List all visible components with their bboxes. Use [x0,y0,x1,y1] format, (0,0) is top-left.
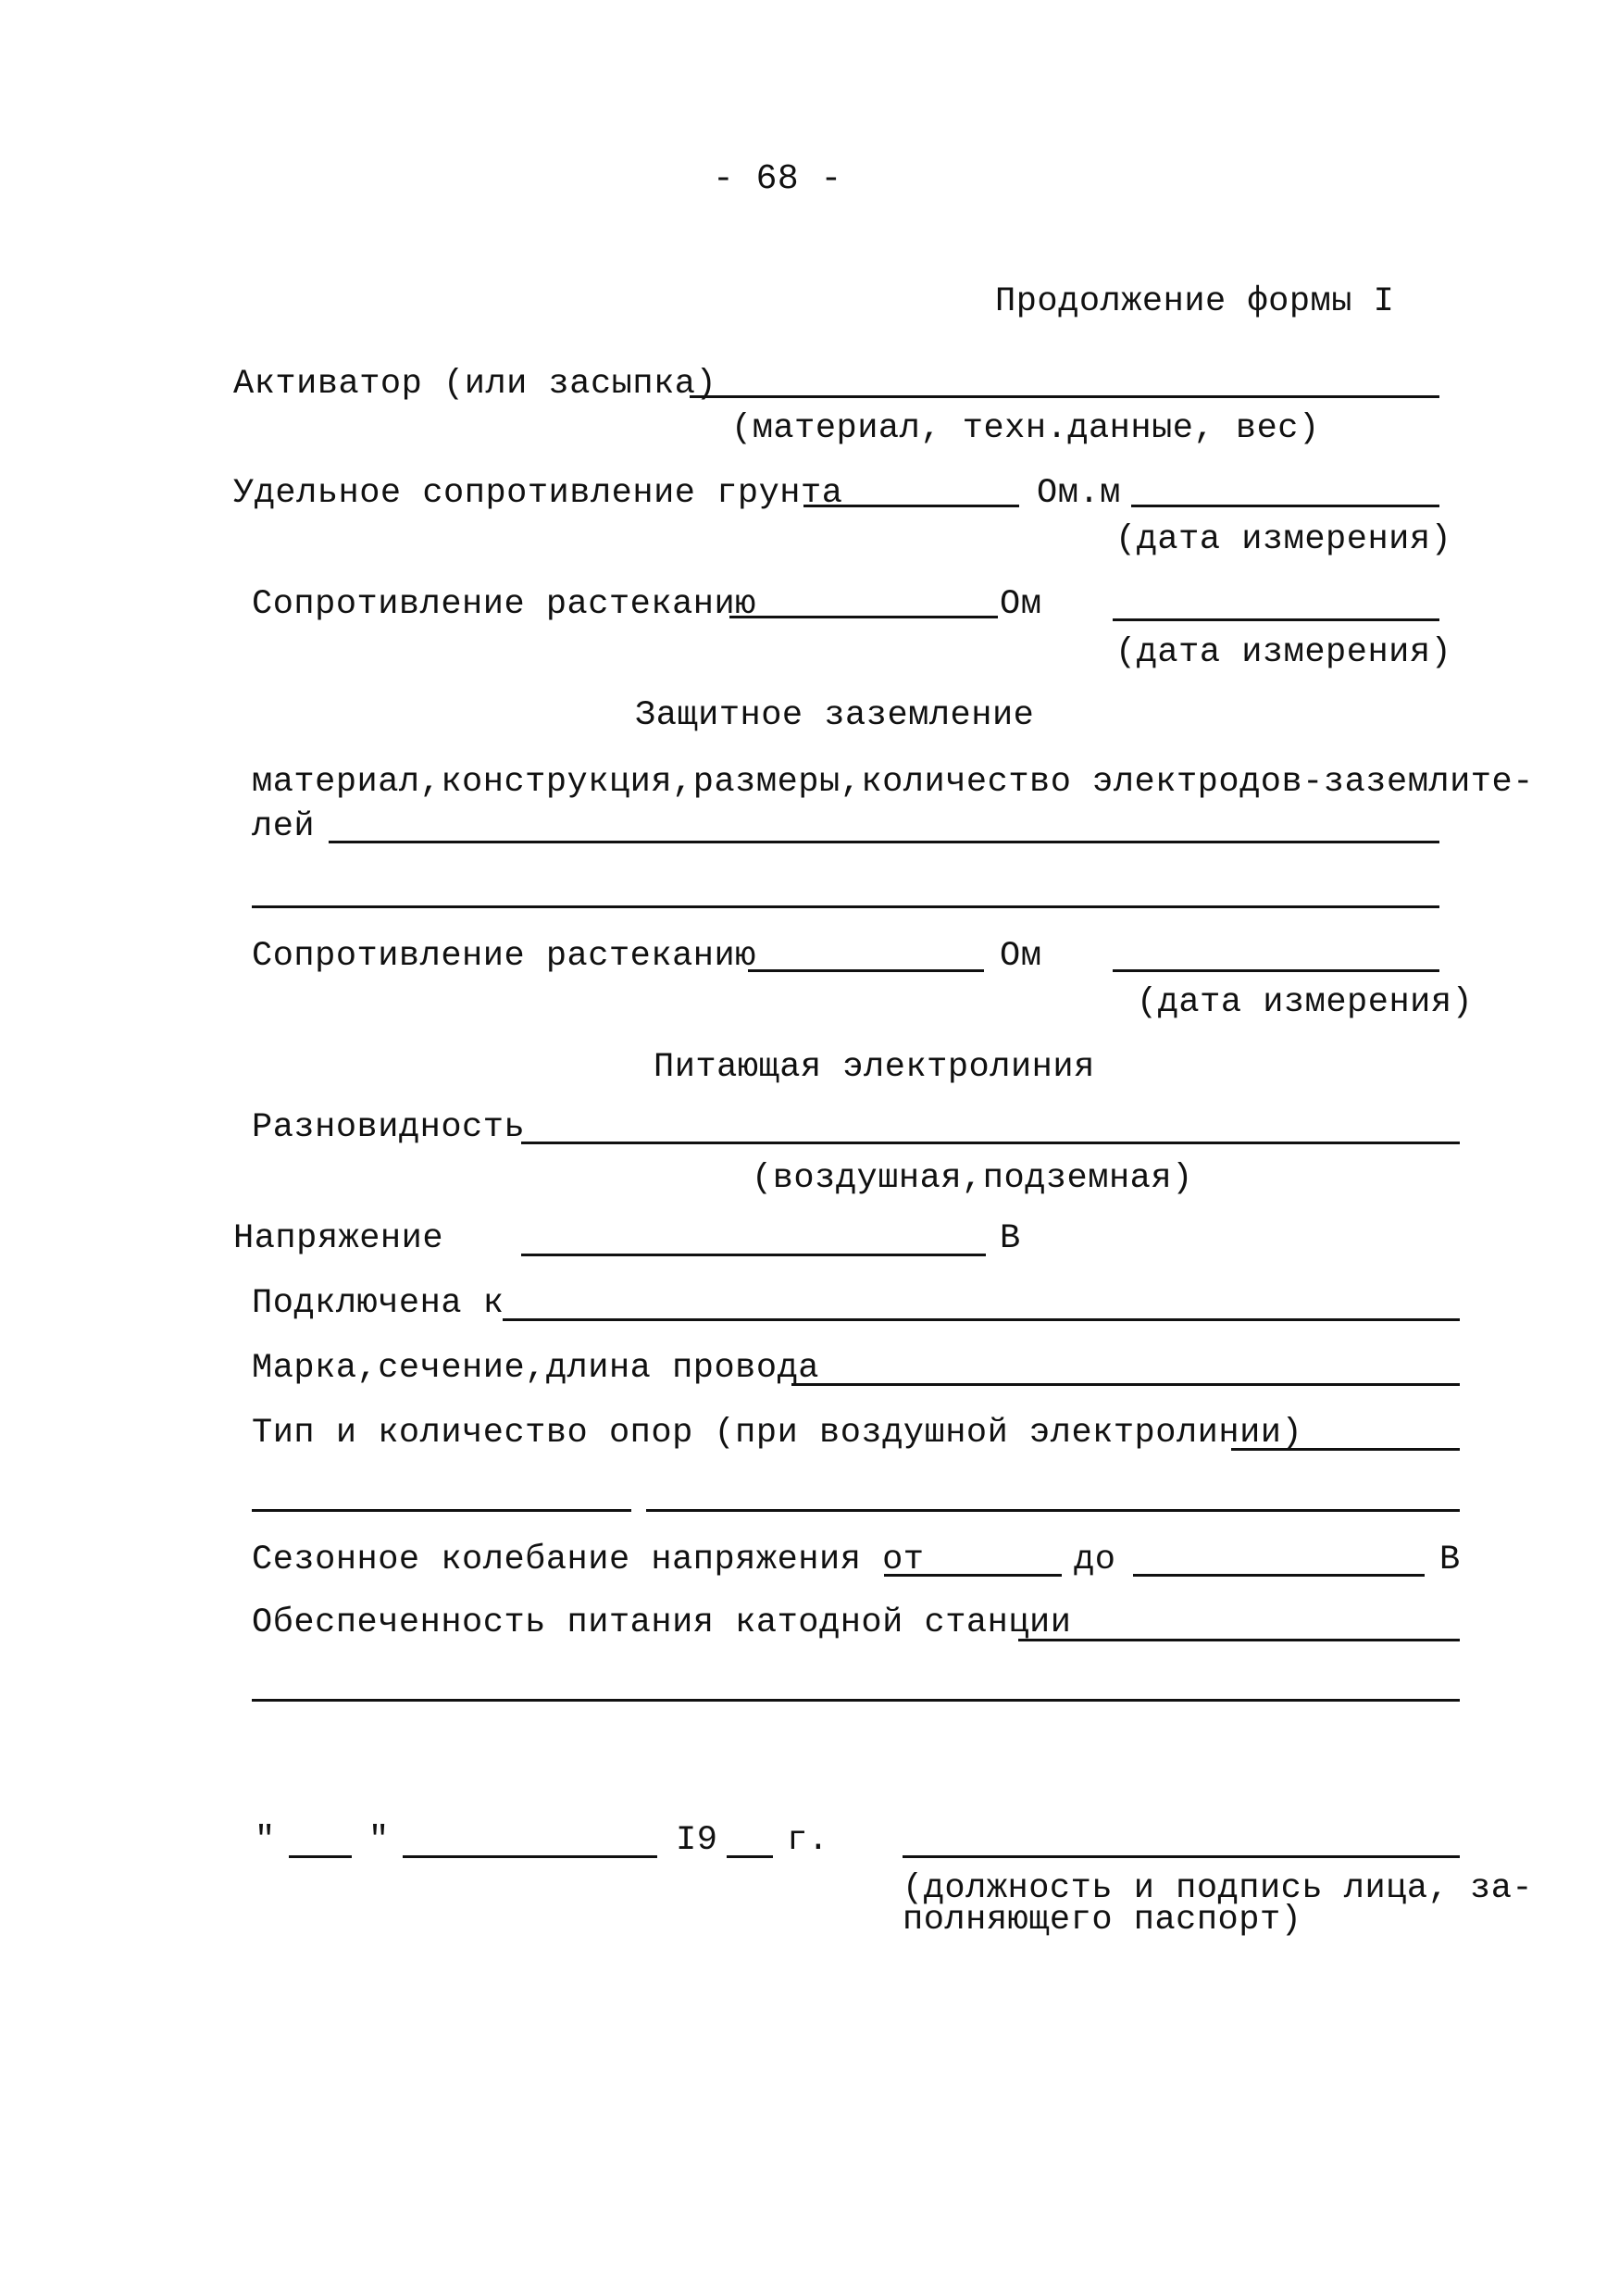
spreading-resistance-1-date-field[interactable] [1113,618,1439,621]
signature-hint-line2: полняющего паспорт) [903,1901,1302,1940]
seasonal-from-field[interactable] [884,1574,1062,1577]
wire-field[interactable] [791,1383,1460,1386]
activator-field[interactable] [690,395,1439,398]
seasonal-label: Сезонное колебание напряжения от [252,1541,925,1579]
electrodes-label-line1: материал,конструкция,размеры,количество электродов-заземлите- [252,763,1534,802]
soil-resistivity-unit: Ом.м [1037,474,1121,513]
supply-field-1[interactable] [1018,1639,1460,1641]
spreading-resistance-2-label: Сопротивление растеканию [252,937,756,976]
protective-grounding-heading: Защитное заземление [635,696,1035,735]
soil-resistivity-date-hint: (дата измерения) [1115,520,1452,559]
power-line-type-field[interactable] [521,1142,1460,1144]
power-line-type-label: Разновидность [252,1108,526,1147]
spreading-resistance-2-date-field[interactable] [1113,969,1439,972]
power-line-heading: Питающая электролиния [654,1048,1095,1087]
spreading-resistance-1-field[interactable] [729,616,998,618]
signature-hint-line1: (должность и подпись лица, за- [903,1869,1534,1908]
electrodes-label-line2: лей [252,807,316,846]
signature-field[interactable] [903,1855,1460,1858]
date-year-suffix: г. [787,1821,829,1860]
seasonal-to-label: до [1074,1541,1116,1579]
supports-label: Тип и количество опор (при воздушной электролинии) [252,1414,1303,1453]
spreading-resistance-1-date-hint: (дата измерения) [1115,633,1452,672]
date-quote-close: " [368,1821,390,1860]
electrodes-field-2[interactable] [252,905,1439,908]
date-quote-open: " [255,1821,276,1860]
supports-field-2a[interactable] [252,1509,631,1512]
activator-hint: (материал, техн.данные, вес) [731,409,1320,448]
voltage-label: Напряжение [233,1219,444,1258]
voltage-field[interactable] [521,1254,986,1256]
supply-field-2[interactable] [252,1699,1460,1702]
connected-to-label: Подключена к [252,1284,504,1323]
spreading-resistance-2-unit: Ом [1000,937,1042,976]
electrodes-field-1[interactable] [329,841,1439,843]
connected-to-field[interactable] [503,1318,1460,1321]
supports-field-2b[interactable] [646,1509,1460,1512]
seasonal-unit: В [1439,1541,1461,1579]
power-line-type-hint: (воздушная,подземная) [752,1159,1193,1198]
soil-resistivity-date-field[interactable] [1131,505,1439,507]
seasonal-to-field[interactable] [1133,1574,1425,1577]
supports-field-1[interactable] [1231,1448,1460,1451]
soil-resistivity-field[interactable] [803,505,1019,507]
soil-resistivity-label: Удельное сопротивление грунта [233,474,843,513]
voltage-unit: В [1000,1219,1021,1258]
wire-label: Марка,сечение,длина провода [252,1349,819,1388]
date-year-field[interactable] [727,1855,773,1858]
supply-label: Обеспеченность питания катодной станции [252,1603,1072,1642]
date-year-prefix: I9 [676,1821,718,1860]
activator-label: Активатор (или засыпка) [233,365,717,404]
spreading-resistance-2-field[interactable] [748,969,984,972]
date-month-field[interactable] [403,1855,657,1858]
spreading-resistance-1-label: Сопротивление растеканию [252,585,756,624]
page-number: - 68 - [713,159,842,199]
spreading-resistance-1-unit: Ом [1000,585,1042,624]
form-continuation-title: Продолжение формы I [995,282,1395,321]
date-day-field[interactable] [289,1855,352,1858]
spreading-resistance-2-date-hint: (дата измерения) [1137,983,1474,1022]
